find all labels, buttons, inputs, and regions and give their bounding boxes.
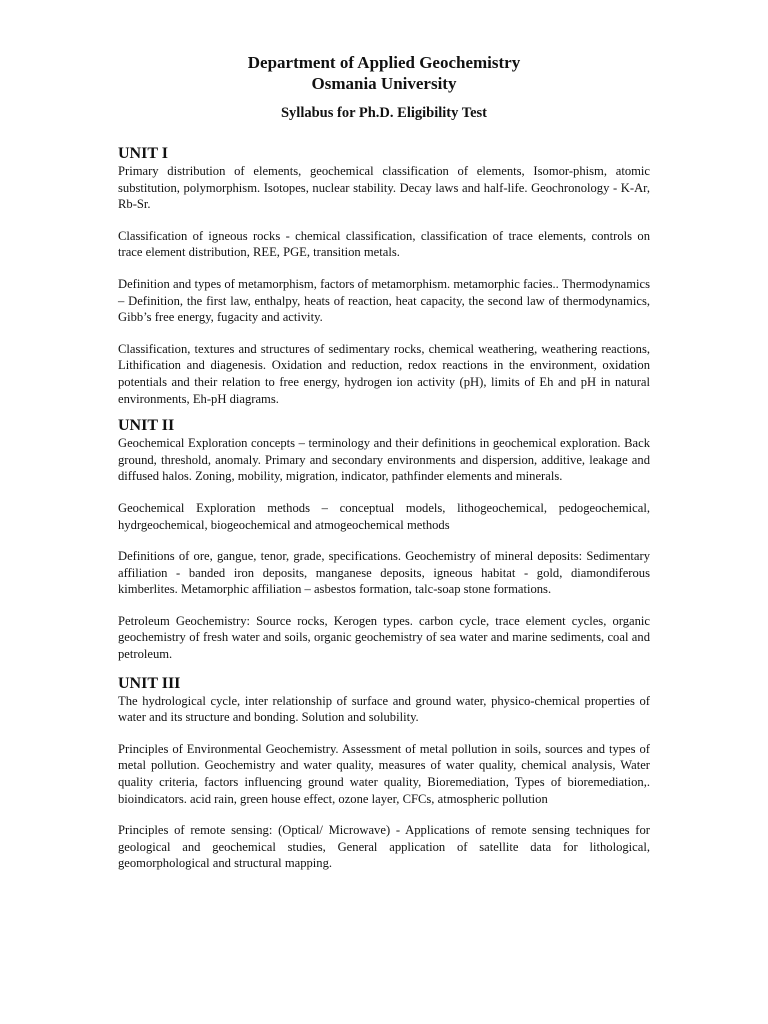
unit-paragraph: Classification, textures and structures of sedimentary rocks, chemical weathering, weathering reactions, Lithification and diagenesis. Oxidation and reduction, redox reactions in the environment, oxidation potentials and their relation to free energy, hydrogen ion activity (pH), limits of Eh and pH in natural environments, Eh-pH diagrams. <box>118 341 650 406</box>
unit-paragraph: Classification of igneous rocks - chemical classification, classification of trace elements, controls on trace element distribution, REE, PGE, transition metals. <box>118 228 650 260</box>
unit-heading: UNIT I <box>118 145 168 162</box>
university-title: Osmania University <box>311 74 457 93</box>
unit-heading: UNIT III <box>118 674 181 692</box>
document-subtitle: Syllabus for Ph.D. Eligibility Test <box>280 105 487 121</box>
unit-paragraph: Geochemical Exploration concepts – terminology and their definitions in geochemical exploration. Back ground, threshold, anomaly. Primary and secondary environments and dispersion, additive, leakage and diffused halos. Zoning, mobility, migration, indicator, pathfinder elements and minerals. <box>118 436 650 484</box>
unit-paragraph: Primary distribution of elements, geochemical classification of elements, Isomor-phism, atomic substitution, polymorphism. Isotopes, nuclear stability. Decay laws and half-life. Geochronology - K-Ar, Rb-Sr. <box>118 164 650 212</box>
unit-paragraph: Principles of Environmental Geochemistry. Assessment of metal pollution in soils, sources and types of metal pollution. Geochemistry and water quality, measures of water quality, chemical analysis, Water quality criteria, factors influencing ground water quality, Bioremediation, Types of bioremediation,. bioindicators. acid rain, green house effect, ozone layer, CFCs, atmospheric pollution <box>118 741 650 806</box>
document-header <box>118 52 650 122</box>
unit-paragraph: Petroleum Geochemistry: Source rocks, Kerogen types. carbon cycle, trace element cycles, organic geochemistry of fresh water and soils, organic geochemistry of sea water and marine sediments, coal and petroleum. <box>118 613 650 662</box>
syllabus-page <box>118 52 650 872</box>
unit-paragraph: Geochemical Exploration methods – conceptual models, lithogeochemical, pedogeochemical, hydrgeochemical, biogeochemical and atmogeochemical methods <box>118 500 650 532</box>
unit-section-1 <box>118 144 650 407</box>
unit-paragraph: Principles of remote sensing: (Optical/ Microwave) - Applications of remote sensing techniques for geological and geochemical studies, General application of satellite data for lithological, geomorphological and structural mapping. <box>118 823 650 871</box>
unit-section-2 <box>118 416 650 663</box>
unit-heading: UNIT II <box>118 417 175 435</box>
unit-paragraph: The hydrological cycle, inter relationship of surface and ground water, physico-chemical properties of water and its structure and bonding. Solution and solubility. <box>118 693 650 725</box>
department-title: Department of Applied Geochemistry <box>247 53 521 72</box>
unit-paragraph: Definition and types of metamorphism, factors of metamorphism. metamorphic facies.. Thermodynamics – Definition, the first law, enthalpy, heats of reaction, heat capacity, the second law of thermodynamics, Gibb’s free energy, fugacity and activity. <box>118 276 650 325</box>
unit-section-3 <box>118 674 650 872</box>
unit-paragraph: Definitions of ore, gangue, tenor, grade, specifications. Geochemistry of mineral deposits: Sedimentary affiliation - banded iron deposits, manganese deposits, igneous habitat - gold, diamondiferous kimberlites. Metamorphic affiliation – asbestos formation, talc-soap stone formations. <box>118 549 650 597</box>
